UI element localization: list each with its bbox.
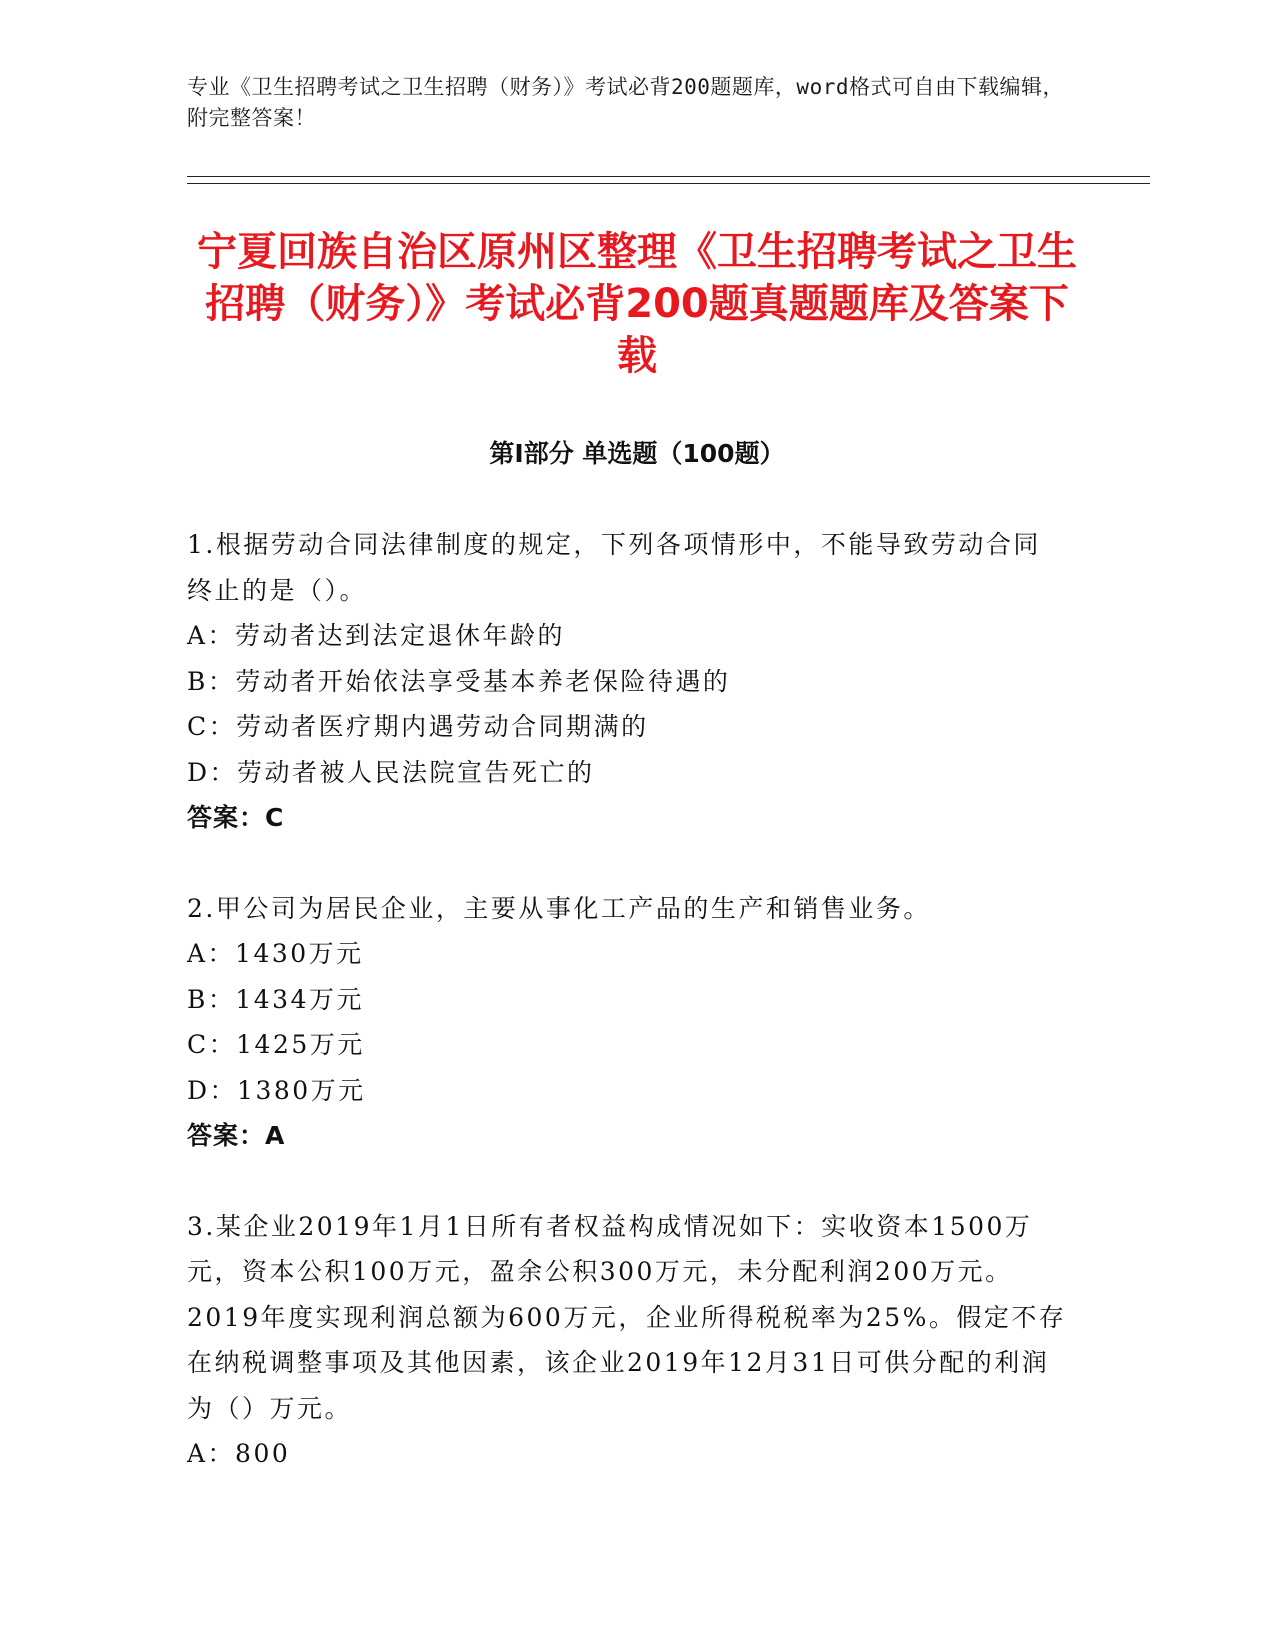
option-c: C：劳动者医疗期内遇劳动合同期满的 <box>187 712 649 741</box>
option-d: D：1380万元 <box>187 1075 366 1105</box>
section-title: 第I部分 单选题（100题） <box>489 439 785 468</box>
question-2 <box>187 886 1067 1159</box>
option-b: B：1434万元 <box>187 984 364 1014</box>
answer: 答案：C <box>187 803 285 832</box>
header-note: 专业《卫生招聘考试之卫生招聘（财务）》考试必背200题题库，word格式可自由下载编辑，附完整答案！ <box>187 75 1064 130</box>
question-list <box>187 522 1067 1522</box>
option-a: A：800 <box>187 1439 291 1468</box>
option-b: B：劳动者开始依法享受基本养老保险待遇的 <box>187 666 731 696</box>
question-stem: 3.某企业2019年1月1日所有者权益构成情况如下：实收资本1500万元，资本公积100万元，盈余公积300万元，未分配利润200万元。2019年度实现利润总额为600万元，企业所得税税率为25%。假定不存在纳税调整事项及其他因素，该企业2019年12月31日可供分配的利润为（）万元。 <box>187 1211 1067 1423</box>
header-divider-top <box>187 176 1150 177</box>
question-stem: 2.甲公司为居民企业，主要从事化工产品的生产和销售业务。 <box>187 893 931 923</box>
option-c: C：1425万元 <box>187 1030 365 1059</box>
header-divider-bottom <box>187 183 1150 184</box>
option-a: A：劳动者达到法定退休年龄的 <box>187 621 566 650</box>
question-3 <box>187 1204 1067 1477</box>
question-1 <box>187 522 1067 841</box>
question-stem: 1.根据劳动合同法律制度的规定，下列各项情形中，不能导致劳动合同终止的是（）。 <box>187 530 1041 605</box>
document-title: 宁夏回族自治区原州区整理《卫生招聘考试之卫生招聘（财务）》考试必背200题真题题库及答案下载 <box>197 229 1077 379</box>
option-a: A：1430万元 <box>187 939 364 968</box>
answer: 答案：A <box>187 1121 286 1150</box>
option-d: D：劳动者被人民法院宣告死亡的 <box>187 757 595 787</box>
